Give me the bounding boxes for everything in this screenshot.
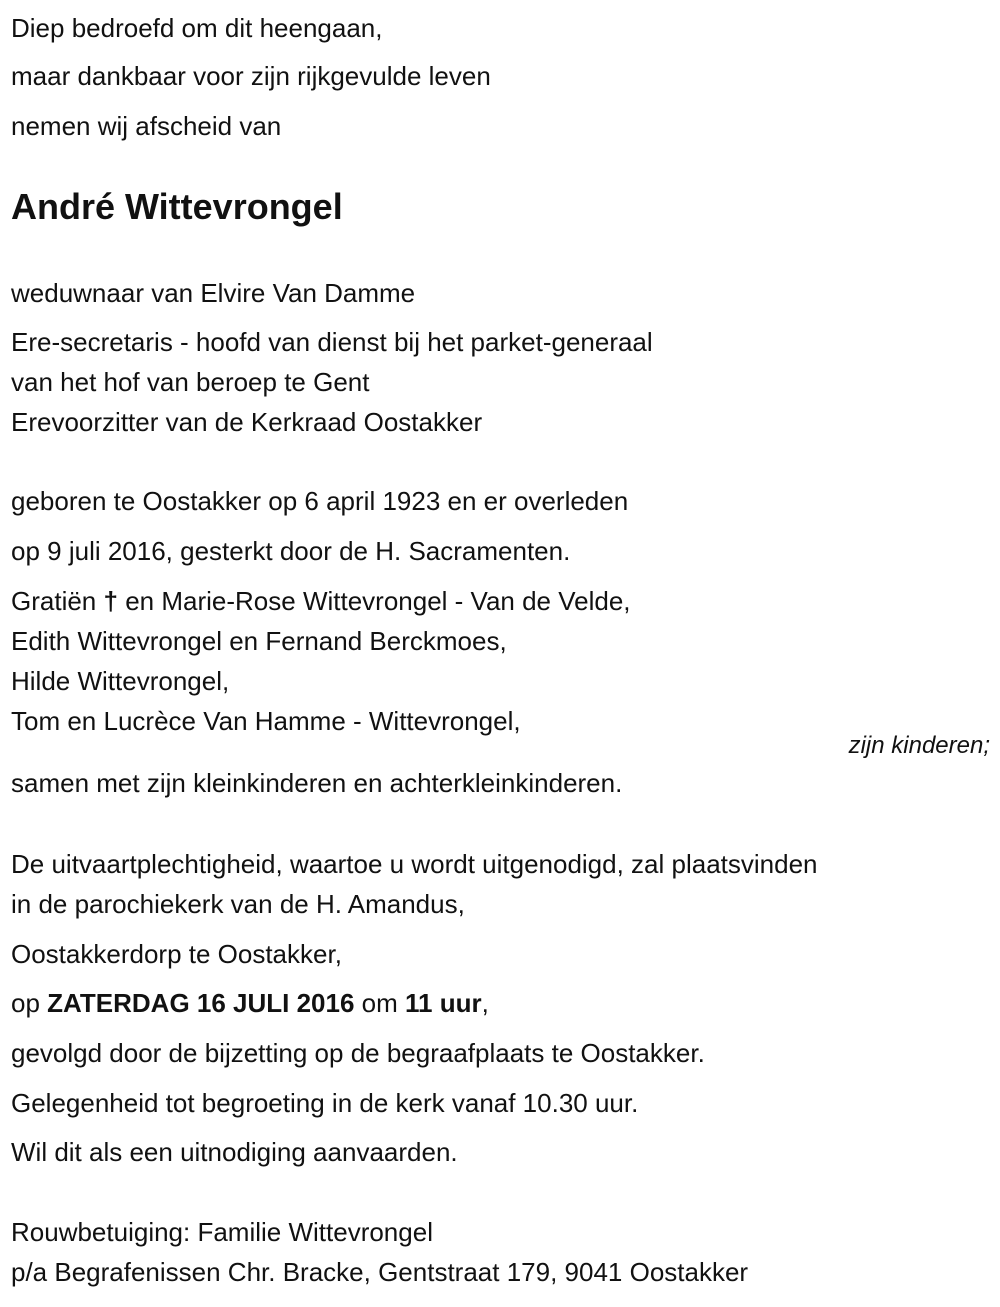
child-line [11, 586, 631, 616]
title-line: van het hof van beroep te Gent [11, 367, 370, 397]
cross-icon: † [103, 586, 118, 616]
funeral-line: gevolgd door de bijzetting op de begraafplaats te Oostakker. [11, 1038, 705, 1068]
child-line: Hilde Wittevrongel, [11, 666, 230, 696]
comma: , [481, 988, 489, 1018]
funeral-line: in de parochiekerk van de H. Amandus, [11, 889, 465, 919]
funeral-line: De uitvaartplechtigheid, waartoe u wordt uitgenodigd, zal plaatsvinden [11, 849, 818, 879]
op-text: op [11, 988, 40, 1018]
children-label: zijn kinderen; [848, 732, 990, 759]
funeral-date-line [11, 988, 489, 1018]
birth-death-line: geboren te Oostakker op 6 april 1923 en er overleden [11, 486, 629, 516]
grandchildren-line: samen met zijn kleinkinderen en achterkleinkinderen. [11, 768, 623, 798]
intro-line: nemen wij afscheid van [11, 111, 282, 141]
om-text: om [361, 988, 398, 1018]
intro-line: maar dankbaar voor zijn rijkgevulde leven [11, 61, 491, 91]
child-line: Tom en Lucrèce Van Hamme - Wittevrongel, [11, 706, 521, 736]
child-name: Gratiën [11, 586, 97, 616]
funeral-line: Gelegenheid tot begroeting in de kerk vanaf 10.30 uur. [11, 1088, 639, 1118]
funeral-line: Wil dit als een uitnodiging aanvaarden. [11, 1137, 458, 1167]
widower-line: weduwnaar van Elvire Van Damme [11, 278, 416, 308]
condolence-line: Rouwbetuiging: Familie Wittevrongel [11, 1217, 433, 1247]
title-line: Erevoorzitter van de Kerkraad Oostakker [11, 407, 483, 437]
condolence-line: p/a Begrafenissen Chr. Bracke, Gentstraat 179, 9041 Oostakker [11, 1257, 749, 1287]
funeral-line: Oostakkerdorp te Oostakker, [11, 939, 342, 969]
title-line: Ere-secretaris - hoofd van dienst bij het parket-generaal [11, 327, 653, 357]
deceased-name: André Wittevrongel [11, 186, 343, 227]
funeral-time: 11 uur [405, 988, 482, 1018]
funeral-date: ZATERDAG 16 JULI 2016 [47, 988, 355, 1018]
child-line: Edith Wittevrongel en Fernand Berckmoes, [11, 626, 507, 656]
birth-death-line: op 9 juli 2016, gesterkt door de H. Sacramenten. [11, 536, 571, 566]
child-rest: en Marie-Rose Wittevrongel - Van de Velde, [125, 586, 631, 616]
intro-line: Diep bedroefd om dit heengaan, [11, 13, 383, 43]
